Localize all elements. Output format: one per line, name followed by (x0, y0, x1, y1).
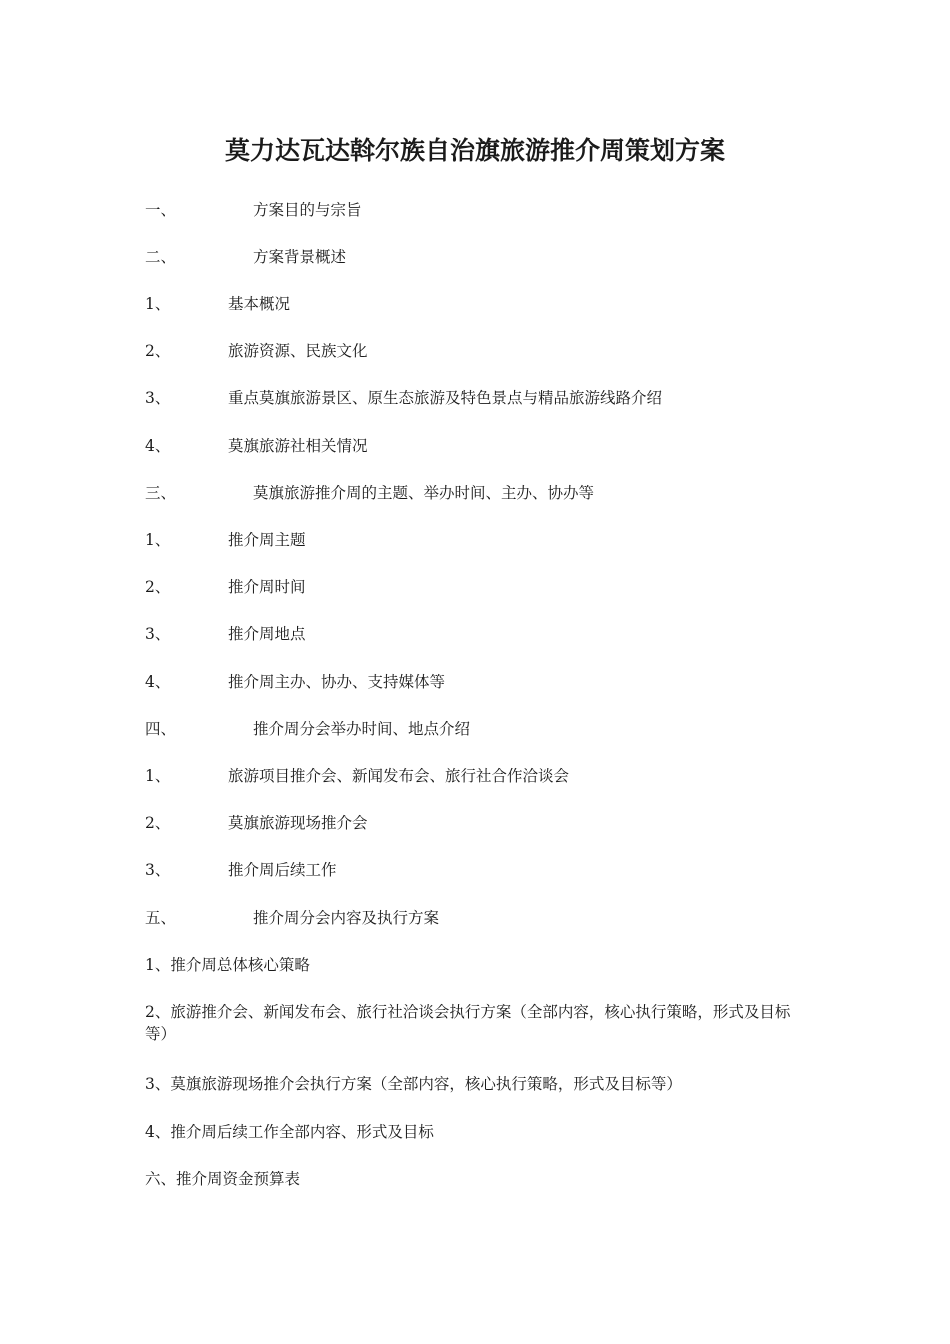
item-number: 2、 (145, 342, 171, 360)
item-number: 五、 (145, 909, 177, 927)
item-number: 1、 (145, 295, 171, 313)
item-number: 4、 (145, 673, 171, 691)
item-number: 1、 (145, 531, 171, 549)
item-number: 一、 (145, 201, 177, 219)
item-number: 3、 (145, 625, 171, 643)
item-text: 旅游资源、民族文化 (228, 342, 368, 360)
item-text: 推介周地点 (228, 625, 306, 643)
item-number: 1、 (145, 767, 171, 785)
item-text: 推介周分会举办时间、地点介绍 (253, 720, 471, 738)
body-paragraph: 1、推介周总体核心策略 (145, 956, 310, 974)
item-number: 4、 (145, 437, 171, 455)
item-text: 推介周分会内容及执行方案 (253, 909, 440, 927)
item-text: 方案背景概述 (253, 248, 347, 266)
item-number: 2、 (145, 814, 171, 832)
item-text: 推介周时间 (228, 578, 306, 596)
item-number: 3、 (145, 861, 171, 879)
item-text: 莫旗旅游推介周的主题、举办时间、主办、协办等 (253, 484, 595, 502)
item-text: 莫旗旅游社相关情况 (228, 437, 368, 455)
item-text: 推介周主办、协办、支持媒体等 (228, 673, 446, 691)
item-number: 2、 (145, 578, 171, 596)
body-paragraph: 3、莫旗旅游现场推介会执行方案（全部内容，核心执行策略，形式及目标等） (145, 1075, 682, 1093)
item-number: 三、 (145, 484, 177, 502)
item-number: 3、 (145, 389, 171, 407)
item-text: 基本概况 (228, 295, 291, 313)
item-number: 四、 (145, 720, 177, 738)
item-text: 莫旗旅游现场推介会 (228, 814, 368, 832)
item-text: 重点莫旗旅游景区、原生态旅游及特色景点与精品旅游线路介绍 (228, 389, 663, 407)
item-text: 旅游项目推介会、新闻发布会、旅行社合作洽谈会 (228, 767, 570, 785)
item-text: 方案目的与宗旨 (253, 201, 362, 219)
document-title: 莫力达瓦达斡尔族自治旗旅游推介周策划方案 (224, 136, 725, 165)
body-paragraph: 六、推介周资金预算表 (145, 1170, 301, 1188)
item-text: 推介周后续工作 (228, 861, 337, 879)
item-number: 二、 (145, 248, 177, 266)
item-text: 推介周主题 (228, 531, 306, 549)
body-paragraph: 2、旅游推介会、新闻发布会、旅行社洽谈会执行方案（全部内容，核心执行策略，形式及目标等） (145, 1003, 791, 1043)
body-paragraph: 4、推介周后续工作全部内容、形式及目标 (145, 1123, 434, 1141)
